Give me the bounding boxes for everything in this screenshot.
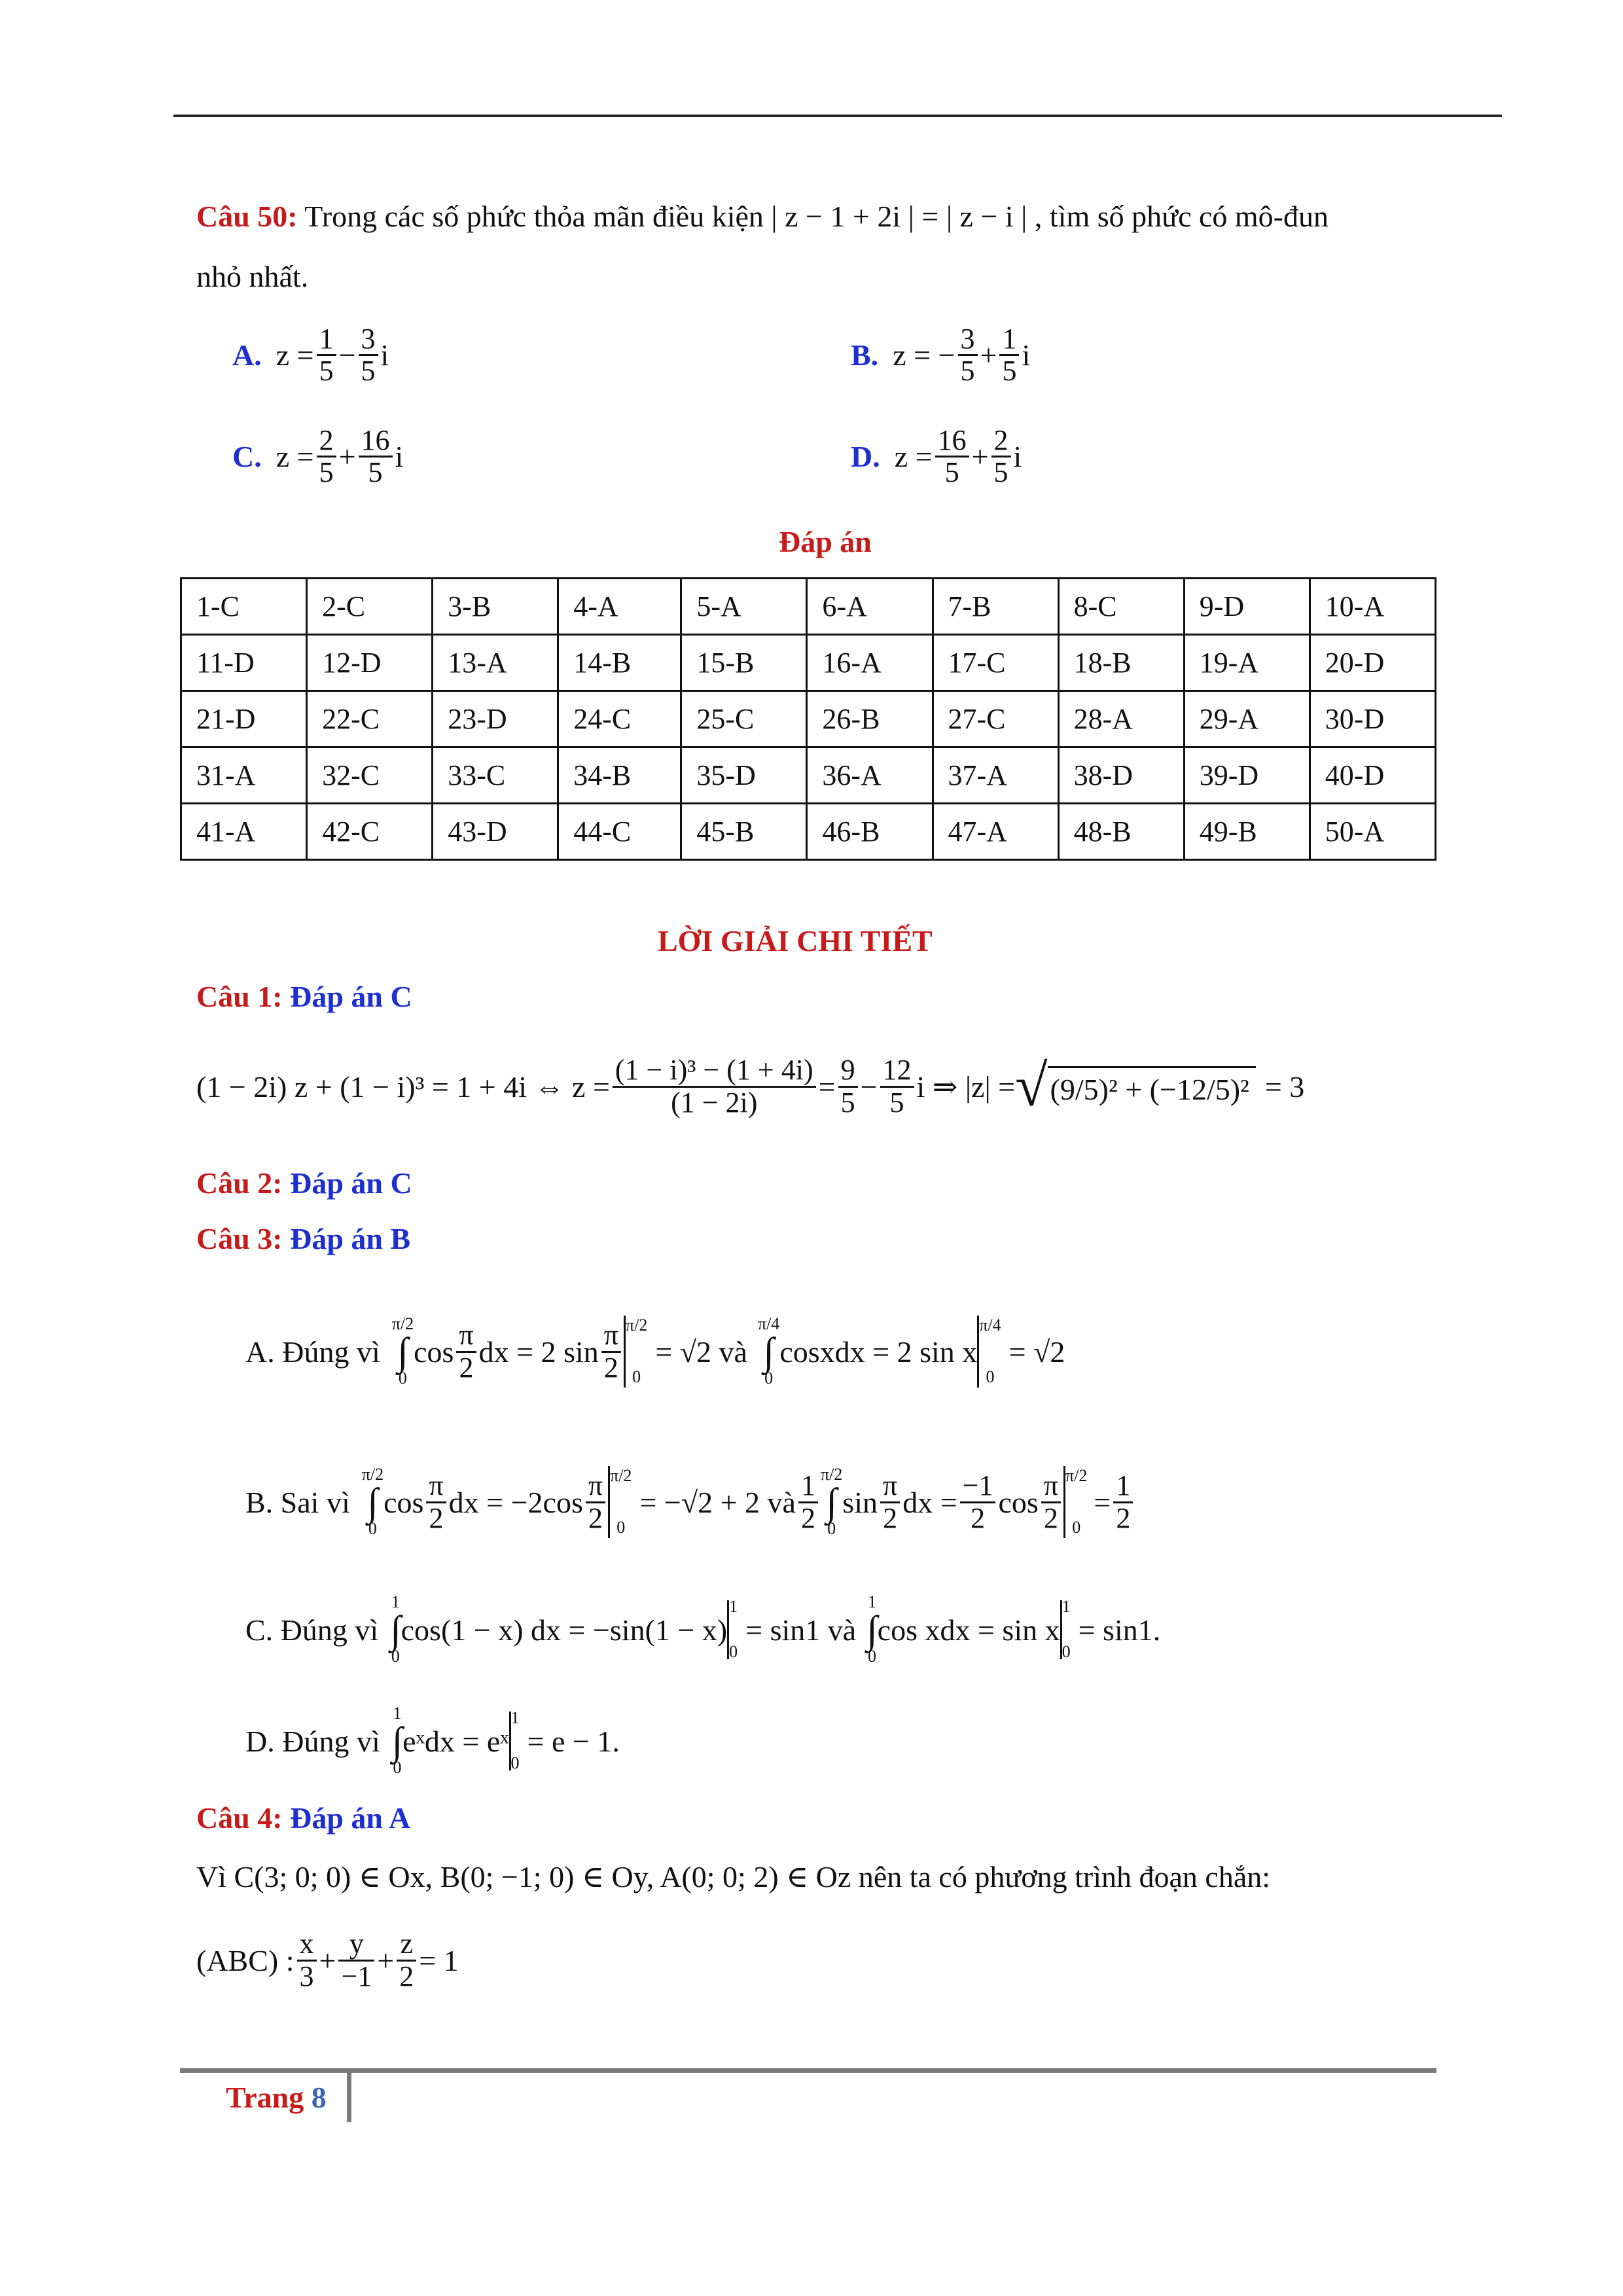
c1-answer: Đáp án C [290, 980, 412, 1013]
integral-icon: 1 ∫ 0 [390, 1592, 401, 1666]
option-d [851, 425, 1022, 488]
c3a-frac: $\frac{\pi}{2}$ [456, 1320, 476, 1382]
c3a-p3: = √2 và [655, 1335, 747, 1369]
question-text-2: , tìm số phức có mô-đun [1034, 200, 1329, 233]
frac-num: 3 [958, 324, 978, 356]
answer-cell: 5-A [681, 579, 807, 635]
c3b-low2: 0 [616, 1518, 626, 1537]
answer-cell: 36-A [807, 747, 933, 804]
c3b-up: π/2 [361, 1465, 384, 1484]
c3a-bounds [626, 1316, 647, 1386]
answer-cell: 16-A [807, 635, 933, 691]
answer-cell: 8-C [1058, 579, 1184, 635]
c1-frac-a [838, 1055, 858, 1117]
answer-cell: 22-C [307, 691, 433, 747]
option-letter: A. [232, 338, 262, 372]
c1-minus: − [860, 1069, 878, 1103]
answer-cell: 1-C [181, 579, 307, 635]
option-frac-1 [317, 425, 336, 488]
c3d-up: 1 [393, 1704, 402, 1723]
answer-cell: 4-A [558, 579, 681, 635]
c3d-bounds [511, 1709, 520, 1772]
answer-cell: 2-C [307, 579, 433, 635]
c3a-p5: = √2 [1008, 1335, 1065, 1369]
c3c-bounds [729, 1598, 738, 1661]
c4-eq: = 1 [419, 1943, 459, 1977]
c3b-neg [960, 1471, 996, 1533]
answer-cell: 9-D [1184, 579, 1310, 635]
c3a-up: π/2 [391, 1314, 414, 1334]
frac-den: 5 [368, 456, 383, 489]
c3b-res-d: 2 [1116, 1501, 1131, 1534]
c1-sqrt-content: (9/5)² + (−12/5)² [1048, 1066, 1256, 1107]
table-row [181, 691, 1436, 747]
table-row [181, 804, 1436, 860]
c3d-low: 0 [393, 1758, 402, 1777]
c4-frac-x [297, 1929, 317, 1991]
c4-y: y [338, 1929, 374, 1961]
option-c [232, 425, 403, 488]
c3b-bounds2 [1065, 1467, 1087, 1537]
c4-m1: −1 [341, 1960, 372, 1992]
answer-cell: 49-B [1184, 804, 1310, 860]
c3a-low4: 0 [986, 1367, 995, 1386]
c4-x: x [297, 1929, 317, 1961]
sqrt-sign-icon: √ [1015, 1054, 1048, 1119]
option-frac-1 [317, 324, 336, 386]
frac-num: 16 [359, 425, 393, 457]
c1-frac-den: (1 − 2i) [671, 1086, 758, 1119]
c2-heading [196, 1168, 412, 1198]
c3-item-b [245, 1443, 1135, 1561]
c1-result: = 3 [1264, 1069, 1305, 1103]
option-letter: B. [851, 338, 879, 372]
c4-label: Câu 4: [196, 1801, 283, 1835]
answer-cell: 48-B [1058, 804, 1184, 860]
option-unit: i [380, 338, 389, 372]
answer-cell: 30-D [1310, 691, 1435, 747]
c3b-half-n: 1 [798, 1471, 818, 1503]
c3b-p6: cos [998, 1485, 1039, 1519]
c3-item-c [245, 1584, 1160, 1676]
option-unit: i [395, 440, 404, 474]
question-label: Câu 50: [196, 200, 298, 233]
answer-cell: 23-D [433, 691, 558, 747]
c3a-bounds2 [979, 1316, 1001, 1386]
answer-cell: 50-A [1310, 804, 1435, 860]
frac-num: 2 [317, 425, 336, 457]
page-footer [226, 2080, 327, 2115]
answer-cell: 40-D [1310, 747, 1435, 804]
answer-cell: 6-A [807, 579, 933, 635]
c3b-frac3: $\frac{\pi}{2}$ [880, 1471, 900, 1533]
c1-heading [196, 982, 412, 1012]
answer-cell: 38-D [1058, 747, 1184, 804]
c3c-low3: 0 [867, 1647, 876, 1666]
answer-key-table [180, 577, 1436, 861]
c3b-bounds [610, 1467, 632, 1537]
answer-cell: 19-A [1184, 635, 1310, 691]
c3-item-d [245, 1695, 620, 1787]
c3a-up3: π/4 [757, 1314, 780, 1334]
c3b-p5: dx = [902, 1485, 957, 1519]
plus-sign: + [319, 1943, 336, 1977]
c3c-up3: 1 [867, 1592, 876, 1612]
c1-frac-num: (1 − i)³ − (1 + 4i) [613, 1055, 816, 1087]
page-number: 8 [311, 2081, 327, 2114]
c4-frac-z [397, 1929, 416, 1991]
answer-cell: 13-A [433, 635, 558, 691]
option-frac-2 [359, 425, 393, 488]
answer-cell: 35-D [681, 747, 807, 804]
answer-cell: 44-C [558, 804, 681, 860]
c3a-frac2: $\frac{\pi}{2}$ [601, 1320, 621, 1382]
frac-den: 5 [944, 456, 959, 489]
answer-cell: 29-A [1184, 691, 1310, 747]
c3b-up3: π/2 [820, 1465, 843, 1484]
c1-c: 12 [880, 1055, 914, 1087]
option-lhs: z = − [893, 338, 955, 372]
c4-plane [196, 1921, 459, 2000]
frac-num: 16 [935, 425, 969, 457]
option-op: + [971, 440, 989, 474]
c1-b: 5 [840, 1086, 855, 1119]
frac-den: 5 [319, 456, 334, 489]
c3b-frac2: $\frac{\pi}{2}$ [586, 1471, 605, 1533]
option-op: + [338, 440, 356, 474]
answer-cell: 7-B [933, 579, 1058, 635]
answer-cell: 26-B [807, 691, 933, 747]
c3b-half [798, 1471, 818, 1533]
c3c-p4: = sin1. [1078, 1613, 1161, 1647]
c1-label: Câu 1: [196, 980, 283, 1013]
answer-cell: 17-C [933, 635, 1058, 691]
option-lhs: z = [276, 338, 314, 372]
option-frac-2 [999, 324, 1019, 386]
answer-cell: 41-A [181, 804, 307, 860]
table-row [181, 747, 1436, 804]
frac-den: 5 [361, 355, 376, 387]
c4-plane-label: (ABC) : [196, 1943, 294, 1977]
answer-cell: 33-C [433, 747, 558, 804]
c3-item-a [245, 1293, 1065, 1410]
answer-cell: 32-C [307, 747, 433, 804]
solution-title: LỜI GIẢI CHI TIẾT [658, 924, 933, 958]
integral-icon: 1 ∫ 0 [391, 1704, 403, 1777]
c4-answer: Đáp án A [290, 1801, 411, 1835]
c3c-up: 1 [391, 1592, 400, 1612]
c1-eq: = [818, 1069, 836, 1103]
c3-heading [196, 1224, 410, 1254]
plus-sign: + [377, 1943, 395, 1977]
c3b-p1: cos [383, 1485, 424, 1519]
c2-answer: Đáp án C [290, 1166, 412, 1200]
option-letter: D. [851, 440, 880, 474]
c3b-head: B. Sai vì [245, 1485, 350, 1519]
c3c-low2: 0 [729, 1642, 738, 1661]
answer-cell: 27-C [933, 691, 1058, 747]
c3d-p1: eˣdx = eˣ [402, 1724, 509, 1758]
answer-cell: 10-A [1310, 579, 1435, 635]
c4-heading [196, 1803, 410, 1833]
answer-cell: 45-B [681, 804, 807, 860]
c3c-up2: 1 [729, 1597, 738, 1617]
c3c-p2: = sin1 và [745, 1613, 857, 1647]
c3a-p2: dx = 2 sin [478, 1335, 599, 1369]
c3a-up2: π/2 [625, 1316, 648, 1335]
c3c-low4: 0 [1061, 1642, 1071, 1661]
c3b-low3: 0 [827, 1519, 836, 1538]
footer-rule [180, 2068, 1436, 2073]
answer-cell: 21-D [181, 691, 307, 747]
option-lhs: z = [894, 440, 933, 474]
option-lhs: z = [276, 440, 314, 474]
option-op: + [980, 338, 997, 372]
option-frac-1 [958, 324, 978, 386]
c3b-neg-d: 2 [971, 1501, 986, 1534]
answer-cell: 24-C [558, 691, 681, 747]
c3b-low: 0 [368, 1519, 377, 1538]
c1-fraction [613, 1055, 816, 1117]
c3d-low2: 0 [510, 1753, 520, 1772]
answer-cell: 14-B [558, 635, 681, 691]
frac-num: 1 [317, 324, 336, 356]
c4-z: z [397, 1929, 416, 1961]
c2-label: Câu 2: [196, 1166, 283, 1200]
c1-lhs: (1 − 2i) z + (1 − i)³ = 1 + 4i ⇔ z = [196, 1069, 610, 1103]
answer-cell: 42-C [307, 804, 433, 860]
option-frac-2 [359, 324, 378, 386]
c3a-low: 0 [398, 1369, 407, 1388]
page-label: Trang [226, 2081, 304, 2114]
c3b-p7: = [1094, 1485, 1111, 1519]
answer-cell: 25-C [681, 691, 807, 747]
c3b-res [1113, 1471, 1133, 1533]
integral-icon: π/4 ∫ 0 [757, 1314, 780, 1388]
frac-num: 2 [991, 425, 1011, 457]
c3-answer: Đáp án B [290, 1222, 411, 1255]
c3b-p4: sin [842, 1485, 878, 1519]
frac-num: 3 [359, 324, 378, 356]
option-op: − [338, 338, 356, 372]
option-frac-1 [935, 425, 969, 488]
table-row [181, 635, 1436, 691]
c3b-frac: $\frac{\pi}{2}$ [426, 1471, 446, 1533]
c1-a: 9 [838, 1055, 858, 1087]
answer-cell: 28-A [1058, 691, 1184, 747]
c1-equation [196, 1044, 1304, 1129]
answer-cell: 18-B [1058, 635, 1184, 691]
frac-den: 5 [993, 456, 1008, 489]
c3b-p3: = −√2 + 2 và [639, 1485, 796, 1519]
c4-frac-y [338, 1929, 374, 1991]
option-a [232, 324, 389, 386]
c3a-up4: π/4 [979, 1316, 1001, 1335]
c4-3: 3 [299, 1960, 314, 1992]
c3-label: Câu 3: [196, 1222, 283, 1255]
question-condition: | z − 1 + 2i | = | z − i | [771, 200, 1027, 233]
c3b-half-d: 2 [800, 1501, 815, 1534]
answer-cell: 43-D [433, 804, 558, 860]
c3b-low4: 0 [1072, 1518, 1081, 1537]
option-b [851, 324, 1030, 386]
option-letter: C. [232, 440, 262, 474]
c3b-neg-n: −1 [960, 1471, 996, 1503]
c1-frac-c [880, 1055, 914, 1117]
c3c-p3: cos xdx = sin x [877, 1613, 1060, 1647]
c3d-up2: 1 [510, 1708, 520, 1728]
option-unit: i [1013, 440, 1022, 474]
answer-cell: 39-D [1184, 747, 1310, 804]
question-50 [196, 202, 1427, 232]
answer-cell: 34-B [558, 747, 681, 804]
answer-cell: 37-A [933, 747, 1058, 804]
answer-cell: 31-A [181, 747, 307, 804]
answer-cell: 3-B [433, 579, 558, 635]
c3b-frac4: $\frac{\pi}{2}$ [1041, 1471, 1061, 1533]
option-unit: i [1022, 338, 1031, 372]
c3d-p2: = e − 1. [527, 1724, 620, 1758]
answer-cell: 46-B [807, 804, 933, 860]
question-50-line2: nhỏ nhất. [196, 260, 309, 293]
c3b-up4: π/2 [1065, 1466, 1088, 1486]
c4-2: 2 [399, 1960, 414, 1992]
frac-den: 5 [1002, 355, 1017, 387]
table-row [181, 579, 1436, 635]
answer-cell: 20-D [1310, 635, 1435, 691]
frac-num: 1 [999, 324, 1019, 356]
integral-icon: 1 ∫ 0 [866, 1592, 878, 1666]
c3b-res-n: 1 [1113, 1471, 1133, 1503]
c3b-up2: π/2 [610, 1466, 632, 1486]
answer-cell: 15-B [681, 635, 807, 691]
answer-cell: 12-D [307, 635, 433, 691]
c3c-low: 0 [391, 1647, 400, 1666]
c3a-low3: 0 [764, 1369, 774, 1388]
integral-icon: π/2 ∫ 0 [391, 1314, 414, 1388]
integral-icon: π/2 ∫ 0 [361, 1465, 384, 1538]
c3c-bounds2 [1062, 1598, 1071, 1661]
frac-den: 5 [960, 355, 975, 387]
c3c-p1: cos(1 − x) dx = −sin(1 − x) [401, 1613, 728, 1647]
c3c-up4: 1 [1061, 1597, 1071, 1617]
answer-cell: 11-D [181, 635, 307, 691]
answer-cell: 47-A [933, 804, 1058, 860]
c3d-head: D. Đúng vì [245, 1724, 380, 1758]
c3c-head: C. Đúng vì [245, 1613, 379, 1647]
c3a-p1: cos [414, 1335, 454, 1369]
c1-tail: i ⇒ |z| = [916, 1070, 1016, 1103]
c3b-p2: dx = −2cos [448, 1485, 583, 1519]
c1-d: 5 [889, 1086, 904, 1119]
footer-divider [347, 2073, 351, 2122]
header-rule [173, 115, 1502, 117]
question-text: Trong các số phức thỏa mãn điều kiện [304, 200, 764, 233]
integral-icon: π/2 ∫ 0 [820, 1465, 843, 1538]
c3a-low2: 0 [632, 1367, 641, 1386]
option-frac-2 [991, 425, 1011, 488]
c3a-p4: cosxdx = 2 sin x [779, 1335, 978, 1369]
c3a-head: A. Đúng vì [245, 1335, 380, 1369]
c4-line1: Vì C(3; 0; 0) ∈ Ox, B(0; −1; 0) ∈ Oy, A(0; 0; 2) ∈ Oz nên ta có phương trình đoạn chắn: [196, 1860, 1271, 1893]
frac-den: 5 [319, 355, 334, 387]
answer-key-title: Đáp án [779, 525, 872, 558]
